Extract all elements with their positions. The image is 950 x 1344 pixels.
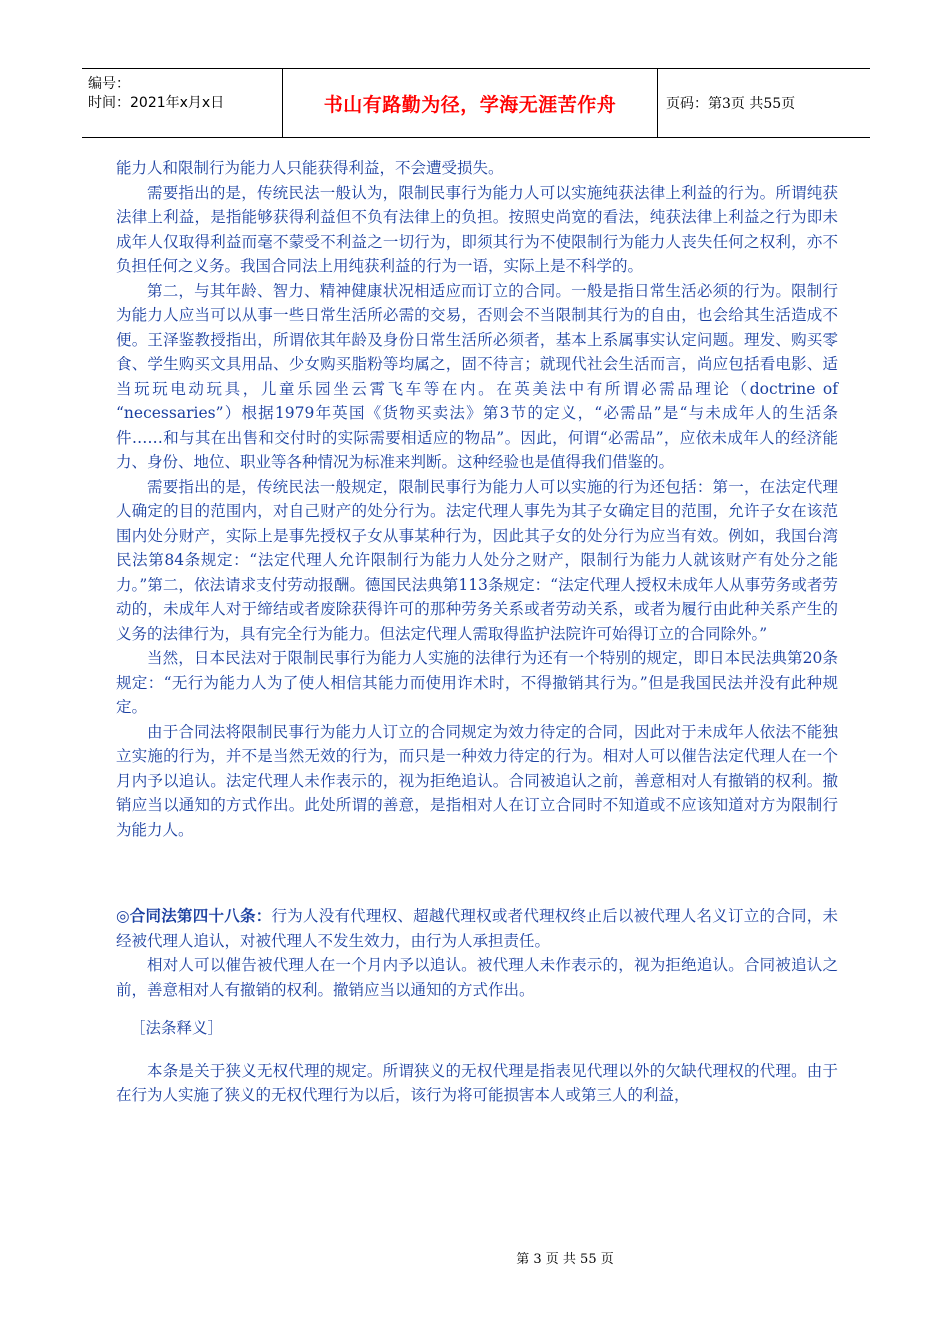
spacer <box>116 842 838 904</box>
section-heading: ［法条释义］ <box>130 1019 224 1037</box>
paragraph-4: 需要指出的是，传统民法一般规定，限制民事行为能力人可以实施的行为还包括：第一，在法定代理人确定的目的范围内，对自己财产的处分行为。法定代理人事先为其子女确定目的范围，允许子女在该范围内处分财产，实际上是事先授权子女从事某种行为，因此其子女的处分行为应当有效。例如，我国台湾民法第84条规定：“法定代理人允许限制行为能力人处分之财产，限制行为能力人就该财产有处分之能力。”第二，依法请求支付劳动报酬。德国民法典第113条规定：“法定代理人授权未成年人从事劳务或者劳动的，未成年人对于缔结或者废除获得许可的那种劳务关系或者劳动关系，或者为履行由此种关系产生的义务的法律行为，具有完全行为能力。但法定代理人需取得监护法院许可始得订立的合同除外。” <box>116 477 838 643</box>
paragraph-2: 需要指出的是，传统民法一般认为，限制民事行为能力人可以实施纯获法律上利益的行为。所谓纯获法律上利益，是指能够获得利益但不负有法律上的负担。按照史尚宽的看法，纯获法律上利益之行为即未成年人仅取得利益而毫不蒙受不利益之一切行为，即须其行为不使限制行为能力人丧失任何之权利，亦不负担任何之义务。我国合同法上用纯获利益的行为一语，实际上是不科学的。 <box>116 183 838 275</box>
number-label: 编号： <box>88 76 130 92</box>
article-lead: ◎合同法第四十八条： <box>116 906 272 925</box>
paragraph-6: 由于合同法将限制民事行为能力人订立的合同规定为效力待定的合同，因此对于未成年人依法不能独立实施的行为，并不是当然无效的行为，而只是一种效力待定的行为。相对人可以催告法定代理人在一个月内予以追认。法定代理人未作表示的，视为拒绝追认。合同被追认之前，善意相对人有撤销的权利。撤销应当以通知的方式作出。此处所谓的善意，是指相对人在订立合同时不知道或不应该知道对方为限制行为能力人。 <box>116 722 838 839</box>
document-body <box>116 156 838 1108</box>
article-text: 行为人没有代理权、超越代理权或者代理权终止后以被代理人名义订立的合同，未经被代理人追认，对被代理人不发生效力，由行为人承担责任。 <box>116 907 838 950</box>
header-motto: 书山有路勤为径，学海无涯苦作舟 <box>323 93 617 116</box>
header-page-code: 页码：第3页 共55页 <box>666 96 796 112</box>
paragraph-3: 第二，与其年龄、智力、精神健康状况相适应而订立的合同。一般是指日常生活必须的行为。限制行为能力人应当可以从事一些日常生活所必需的交易，否则会不当限制其行为的自由，也会给其生活造成不便。王泽鉴教授指出，所谓依其年龄及身份日常生活所必须者，基本上系属事实认定问题。理发、购买零食、学生购买文具用品、少女购买脂粉等均属之，固不待言；就现代社会生活而言，尚应包括看电影、适当玩玩电动玩具，儿童乐园坐云霄飞车等在内。在英美法中有所谓必需品理论（doctrine of “necessaries”）根据1979年英国《货物买卖法》第3节的定义，“必需品”是“与未成年人的生活条件……和与其在出售和交付时的实际需要相适应的物品”。因此，何谓“必需品”，应依未成年人的经济能力、身份、地位、职业等各种情况为标准来判断。这种经验也是值得我们借鉴的。 <box>116 281 838 471</box>
paragraph-1: 能力人和限制行为能力人只能获得利益，不会遭受损失。 <box>116 159 504 177</box>
time-label: 时间：2021年x月x日 <box>88 95 225 111</box>
header-motto-cell <box>282 69 658 137</box>
paragraph-5: 当然，日本民法对于限制民事行为能力人实施的法律行为还有一个特别的规定，即日本民法典第20条规定：“无行为能力人为了使人相信其能力而使用诈术时，不得撤销其行为。”但是我国民法并没有此种规定。 <box>116 649 838 716</box>
spacer <box>116 1041 838 1059</box>
article-paragraph <box>116 904 838 953</box>
page-header <box>82 68 870 138</box>
page-footer: 第 3 页 共 55 页 <box>516 1252 614 1267</box>
paragraph-8: 本条是关于狭义无权代理的规定。所谓狭义的无权代理是指表见代理以外的欠缺代理权的代理。由于在行为人实施了狭义的无权代理行为以后，该行为将可能损害本人或第三人的利益， <box>116 1061 838 1104</box>
header-meta <box>82 69 282 137</box>
spacer <box>116 1002 838 1016</box>
paragraph-7: 相对人可以催告被代理人在一个月内予以追认。被代理人未作表示的，视为拒绝追认。合同被追认之前，善意相对人有撤销的权利。撤销应当以通知的方式作出。 <box>116 956 838 999</box>
